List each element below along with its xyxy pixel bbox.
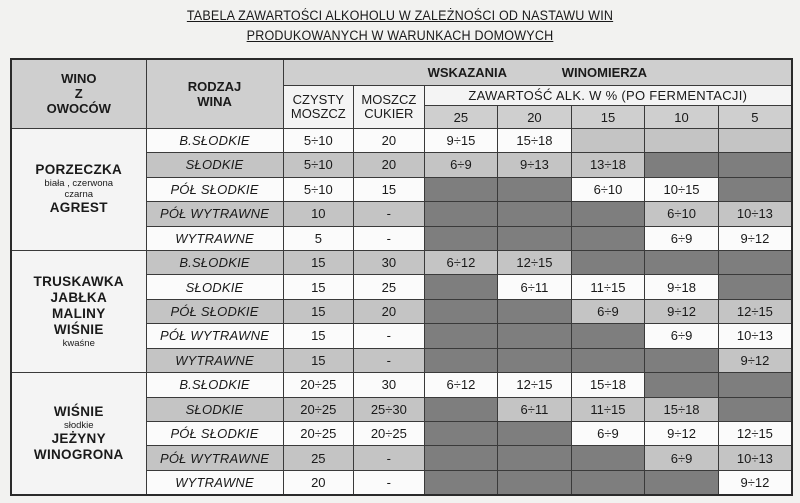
header-wine — [11, 59, 146, 128]
alcohol-range-cell: 6÷9 — [424, 153, 498, 177]
alcohol-range-cell — [571, 226, 645, 250]
must-sugar-value: 20 — [354, 153, 425, 177]
alcohol-range-cell — [571, 446, 645, 470]
alcohol-range-cell — [645, 470, 719, 495]
wine-group-label — [11, 373, 146, 495]
header-meter-label: WINOMIERZA — [561, 64, 647, 80]
alcohol-range-cell — [424, 446, 498, 470]
must-sugar-value: 25 — [354, 275, 425, 299]
wine-group-fruit: AGREST — [49, 200, 108, 216]
alcohol-range-cell: 12÷15 — [498, 250, 572, 274]
header-wine-line: Z — [74, 86, 83, 102]
alcohol-range-cell — [571, 128, 645, 152]
wine-kind: SŁODKIE — [146, 397, 283, 421]
alcohol-range-cell — [571, 250, 645, 274]
alcohol-range-cell: 10÷15 — [645, 177, 719, 201]
alcohol-range-cell — [571, 348, 645, 372]
level-5: 5 — [718, 106, 792, 128]
alcohol-range-cell: 11÷15 — [571, 397, 645, 421]
alcohol-range-cell: 6÷10 — [645, 202, 719, 226]
wine-kind: PÓŁ WYTRAWNE — [146, 324, 283, 348]
alcohol-range-cell: 10÷13 — [718, 446, 792, 470]
document-title-line-1: TABELA ZAWARTOŚCI ALKOHOLU W ZALEŻNOŚCI OD NASTAWU WIN — [186, 8, 614, 23]
must-sugar-value: 20÷25 — [354, 422, 425, 446]
alcohol-range-cell — [424, 397, 498, 421]
header-kind-line: WINA — [197, 93, 232, 109]
header-kind — [146, 59, 283, 128]
alcohol-range-cell: 15÷18 — [645, 397, 719, 421]
wine-group-fruit: JEŻYNY — [51, 431, 106, 447]
alcohol-range-cell: 9÷13 — [498, 153, 572, 177]
level-15: 15 — [571, 106, 645, 128]
alcohol-range-cell: 6÷9 — [645, 446, 719, 470]
alcohol-range-cell — [718, 177, 792, 201]
must-sugar-value: - — [354, 324, 425, 348]
alcohol-range-cell: 15÷18 — [571, 373, 645, 397]
pure-must-value: 15 — [283, 275, 354, 299]
pure-must-value: 25 — [283, 446, 354, 470]
alcohol-range-cell — [498, 324, 572, 348]
pure-must-value: 15 — [283, 299, 354, 323]
wine-kind: B.SŁODKIE — [146, 128, 283, 152]
alcohol-range-cell: 6÷11 — [498, 397, 572, 421]
wine-group-note: biała , czerwona — [44, 178, 114, 190]
alcohol-range-cell: 6÷12 — [424, 250, 498, 274]
wine-kind: B.SŁODKIE — [146, 373, 283, 397]
pure-must-value: 5 — [283, 226, 354, 250]
alcohol-range-cell: 9÷12 — [718, 226, 792, 250]
header-must-sugar — [354, 85, 425, 128]
pure-must-value: 5÷10 — [283, 128, 354, 152]
must-sugar-value: 25÷30 — [354, 397, 425, 421]
alcohol-range-cell: 9÷15 — [424, 128, 498, 152]
alcohol-range-cell — [571, 470, 645, 495]
alcohol-range-cell — [571, 202, 645, 226]
wine-kind: WYTRAWNE — [146, 470, 283, 495]
wine-kind: PÓŁ SŁODKIE — [146, 422, 283, 446]
alcohol-range-cell: 12÷15 — [718, 299, 792, 323]
wine-kind: SŁODKIE — [146, 153, 283, 177]
alcohol-range-cell — [498, 446, 572, 470]
alcohol-range-cell: 6÷9 — [645, 226, 719, 250]
pure-must-value: 20÷25 — [283, 397, 354, 421]
alcohol-range-cell — [645, 128, 719, 152]
must-sugar-value: - — [354, 226, 425, 250]
must-sugar-value: 20 — [354, 128, 425, 152]
alcohol-range-cell: 9÷12 — [718, 348, 792, 372]
alcohol-range-cell — [424, 470, 498, 495]
pure-must-value: 15 — [283, 348, 354, 372]
wine-kind: WYTRAWNE — [146, 348, 283, 372]
wine-group-fruit: WIŚNIE — [53, 322, 104, 338]
alcohol-range-cell — [498, 422, 572, 446]
alcohol-range-cell: 9÷12 — [645, 299, 719, 323]
alcohol-range-cell: 10÷13 — [718, 324, 792, 348]
wine-kind: PÓŁ SŁODKIE — [146, 299, 283, 323]
alcohol-range-cell: 9÷12 — [718, 470, 792, 495]
wine-group-fruit: TRUSKAWKA — [33, 274, 124, 290]
must-sugar-value: 20 — [354, 299, 425, 323]
must-sugar-value: - — [354, 446, 425, 470]
wine-kind: PÓŁ WYTRAWNE — [146, 202, 283, 226]
alcohol-range-cell: 9÷18 — [645, 275, 719, 299]
alcohol-range-cell: 6÷12 — [424, 373, 498, 397]
alcohol-range-cell: 6÷9 — [571, 299, 645, 323]
alcohol-range-cell — [718, 250, 792, 274]
alcohol-range-cell: 12÷15 — [498, 373, 572, 397]
document-title-line-2: PRODUKOWANYCH W WARUNKACH DOMOWYCH — [246, 28, 554, 43]
alcohol-range-cell — [498, 177, 572, 201]
header-readings — [283, 59, 792, 85]
wine-group-fruit: WIŚNIE — [53, 404, 104, 420]
header-alcohol-label: ZAWARTOŚĆ ALK. W % (PO FERMENTACJI) — [424, 85, 792, 105]
pure-must-value: 5÷10 — [283, 177, 354, 201]
alcohol-range-cell — [424, 275, 498, 299]
must-sugar-value: - — [354, 470, 425, 495]
alcohol-range-cell — [718, 397, 792, 421]
wine-group-fruit: WINOGRONA — [33, 447, 124, 463]
wine-group-label — [11, 128, 146, 250]
header-wine-line: OWOCÓW — [46, 101, 111, 117]
alcohol-range-cell: 6÷9 — [571, 422, 645, 446]
level-20: 20 — [498, 106, 572, 128]
pure-must-value: 20÷25 — [283, 373, 354, 397]
alcohol-range-cell — [718, 153, 792, 177]
alcohol-range-cell — [498, 348, 572, 372]
alcohol-range-cell — [424, 348, 498, 372]
pure-must-value: 5÷10 — [283, 153, 354, 177]
must-sugar-value: - — [354, 202, 425, 226]
alcohol-range-cell — [498, 299, 572, 323]
wine-kind: PÓŁ SŁODKIE — [146, 177, 283, 201]
alcohol-range-cell — [718, 275, 792, 299]
header-must-sugar-line: CUKIER — [364, 105, 414, 121]
alcohol-range-cell: 11÷15 — [571, 275, 645, 299]
wine-group-fruit: PORZECZKA — [35, 162, 123, 178]
alcohol-range-cell — [424, 226, 498, 250]
header-readings-label: WSKAZANIA — [427, 64, 507, 80]
table-row — [11, 250, 792, 274]
alcohol-range-cell: 15÷18 — [498, 128, 572, 152]
alcohol-range-cell: 6÷9 — [645, 324, 719, 348]
pure-must-value: 15 — [283, 324, 354, 348]
alcohol-range-cell: 6÷11 — [498, 275, 572, 299]
header-pure-must — [283, 85, 354, 128]
pure-must-value: 15 — [283, 250, 354, 274]
alcohol-range-cell — [571, 324, 645, 348]
must-sugar-value: 30 — [354, 250, 425, 274]
alcohol-range-cell — [424, 324, 498, 348]
alcohol-range-cell — [718, 128, 792, 152]
header-wine-line: WINO — [61, 71, 97, 87]
wine-group-fruit: MALINY — [51, 306, 106, 322]
pure-must-value: 20 — [283, 470, 354, 495]
alcohol-range-cell: 9÷12 — [645, 422, 719, 446]
must-sugar-value: - — [354, 348, 425, 372]
level-10: 10 — [645, 106, 719, 128]
alcohol-range-cell — [498, 226, 572, 250]
wine-group-note: czarna — [64, 189, 94, 201]
wine-group-fruit: JABŁKA — [50, 290, 108, 306]
alcohol-range-cell — [424, 202, 498, 226]
pure-must-value: 20÷25 — [283, 422, 354, 446]
alcohol-range-cell — [424, 422, 498, 446]
table-row — [11, 373, 792, 397]
alcohol-range-cell — [718, 373, 792, 397]
header-must-sugar-line: MOSZCZ — [361, 91, 417, 107]
wine-kind: B.SŁODKIE — [146, 250, 283, 274]
alcohol-range-cell — [645, 250, 719, 274]
alcohol-range-cell: 6÷10 — [571, 177, 645, 201]
header-kind-line: RODZAJ — [187, 78, 242, 94]
wine-group-note: słodkie — [63, 420, 94, 432]
header-pure-must-line: CZYSTY — [292, 91, 344, 107]
alcohol-range-cell: 13÷18 — [571, 153, 645, 177]
header-pure-must-line: MOSZCZ — [290, 105, 346, 121]
alcohol-range-cell — [645, 348, 719, 372]
alcohol-range-cell — [498, 202, 572, 226]
must-sugar-value: 30 — [354, 373, 425, 397]
alcohol-range-cell — [498, 470, 572, 495]
alcohol-content-table — [10, 58, 793, 496]
level-25: 25 — [424, 106, 498, 128]
alcohol-range-cell: 12÷15 — [718, 422, 792, 446]
alcohol-range-cell — [645, 153, 719, 177]
alcohol-range-cell: 10÷13 — [718, 202, 792, 226]
wine-kind: PÓŁ WYTRAWNE — [146, 446, 283, 470]
alcohol-range-cell — [424, 177, 498, 201]
table-row — [11, 128, 792, 152]
wine-kind: WYTRAWNE — [146, 226, 283, 250]
wine-kind: SŁODKIE — [146, 275, 283, 299]
pure-must-value: 10 — [283, 202, 354, 226]
alcohol-range-cell — [424, 299, 498, 323]
wine-group-note: kwaśne — [62, 338, 95, 350]
must-sugar-value: 15 — [354, 177, 425, 201]
alcohol-range-cell — [645, 373, 719, 397]
wine-group-label — [11, 250, 146, 372]
